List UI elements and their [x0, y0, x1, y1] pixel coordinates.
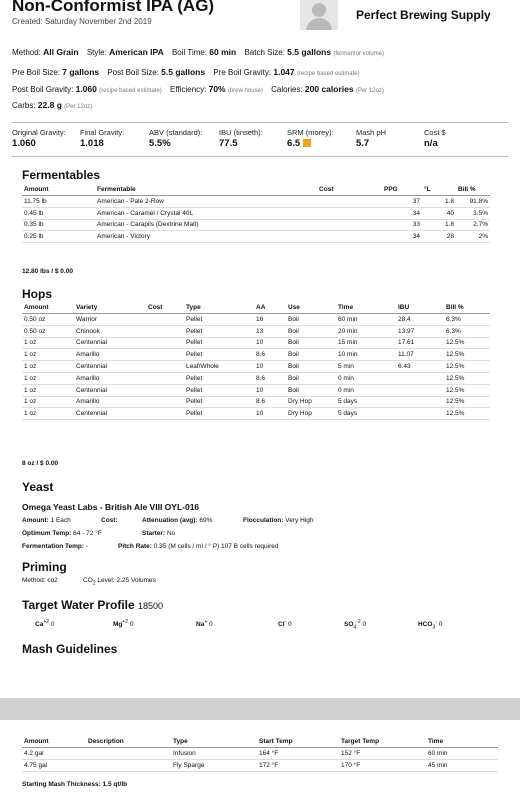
- table-cell: 10: [254, 361, 286, 373]
- fermentables-table: [22, 184, 490, 243]
- table-cell: 1 oz: [22, 372, 74, 384]
- yeast-starter: Starter: No: [142, 530, 176, 537]
- table-cell: 8.6: [254, 396, 286, 408]
- col-lovibond: °L: [422, 184, 456, 196]
- priming-title: Priming: [22, 560, 67, 574]
- table-cell: 20 min: [336, 325, 396, 337]
- mash-guidelines-title: Mash Guidelines: [22, 642, 118, 656]
- col-variety: Variety: [74, 302, 146, 314]
- table-cell: 12.5%: [444, 361, 490, 373]
- divider: [12, 122, 508, 123]
- water-profile-title: Target Water Profile 18500: [22, 598, 164, 612]
- table-cell: Dry Hop: [286, 408, 336, 420]
- meta-line-2: Pre Boil Size: 7 gallons Post Boil Size: 5.5 gallons Pre Boil Gravity: 1.047 (recipe based estimate): [12, 67, 360, 77]
- table-cell: Pellet: [184, 325, 254, 337]
- yeast-ferm-temp: Fermentation Temp: -: [22, 543, 88, 550]
- col-target-temp: Target Temp: [339, 736, 426, 748]
- yeast-pitch-rate: Pitch Rate: 0.35 (M cells / ml / ° P) 107 B cells required: [118, 543, 279, 550]
- priming-method: Method: co2: [22, 577, 58, 584]
- yeast-flocculation: Flocculation: Very High: [243, 517, 314, 524]
- stat-srm: SRM (morey): 6.5: [287, 128, 334, 149]
- water-na: Na+ 0: [196, 619, 213, 629]
- table-cell: [396, 408, 444, 420]
- table-cell: Leaf/Whole: [184, 361, 254, 373]
- table-cell: [396, 384, 444, 396]
- table-cell: Warrior: [74, 314, 146, 326]
- table-cell: 1 oz: [22, 349, 74, 361]
- table-cell: 16: [254, 314, 286, 326]
- col-start-temp: Start Temp: [257, 736, 339, 748]
- col-amount: Amount: [22, 302, 74, 314]
- table-cell: 2%: [456, 231, 490, 243]
- table-cell: [146, 325, 184, 337]
- mash-thickness: Starting Mash Thickness: 1.5 qt/lb: [22, 781, 128, 788]
- table-row: [22, 325, 490, 337]
- table-row: [22, 384, 490, 396]
- table-cell: Pellet: [184, 384, 254, 396]
- table-cell: 0.50 oz: [22, 325, 74, 337]
- table-cell: 10 min: [336, 349, 396, 361]
- avatar: [300, 0, 338, 30]
- table-cell: 15 min: [336, 337, 396, 349]
- table-cell: 5 min: [336, 361, 396, 373]
- mash-table: [22, 736, 498, 772]
- table-cell: 152 °F: [339, 748, 426, 760]
- table-cell: Amarillo: [74, 349, 146, 361]
- table-cell: [146, 361, 184, 373]
- table-cell: 8.6: [254, 372, 286, 384]
- fermentables-title: Fermentables: [22, 168, 101, 182]
- table-cell: 3.5%: [456, 207, 490, 219]
- table-cell: American - Carapils (Dextrine Malt): [95, 219, 317, 231]
- meta-line-3: Post Boil Gravity: 1.060 (recipe based estimate) Efficiency: 70% (brew house) Calories: 200 calories (Per 12oz): [12, 84, 384, 94]
- col-description: Description: [86, 736, 171, 748]
- table-cell: Pellet: [184, 314, 254, 326]
- table-cell: Pellet: [184, 408, 254, 420]
- table-cell: 5 days: [336, 396, 396, 408]
- yeast-name: Omega Yeast Labs - British Ale VIII OYL-016: [22, 502, 200, 512]
- stat-ibu: IBU (tinseth): 77.5: [219, 128, 263, 149]
- table-cell: 12.5%: [444, 337, 490, 349]
- table-cell: [317, 207, 382, 219]
- table-cell: 45 min: [426, 759, 498, 771]
- table-cell: [396, 372, 444, 384]
- table-cell: 11.75 lb: [22, 196, 95, 208]
- table-cell: Pellet: [184, 396, 254, 408]
- table-row: [22, 349, 490, 361]
- table-cell: [86, 759, 171, 771]
- table-cell: 0 min: [336, 372, 396, 384]
- table-cell: [146, 396, 184, 408]
- yeast-optimum-temp: Optimum Temp: 64 - 72 °F: [22, 530, 102, 537]
- table-row: [22, 207, 490, 219]
- table-cell: Centennial: [74, 408, 146, 420]
- table-cell: Centennial: [74, 384, 146, 396]
- table-cell: 2.7%: [456, 219, 490, 231]
- table-row: [22, 219, 490, 231]
- table-cell: 12.5%: [444, 396, 490, 408]
- table-cell: 1.8: [422, 219, 456, 231]
- col-cost: Cost: [146, 302, 184, 314]
- table-cell: 12.5%: [444, 408, 490, 420]
- table-cell: 0.25 lb: [22, 231, 95, 243]
- table-cell: Pellet: [184, 349, 254, 361]
- col-time: Time: [426, 736, 498, 748]
- table-cell: Boil: [286, 325, 336, 337]
- col-type: Type: [184, 302, 254, 314]
- col-ppg: PPG: [382, 184, 422, 196]
- col-use: Use: [286, 302, 336, 314]
- table-cell: 10: [254, 408, 286, 420]
- table-cell: [317, 231, 382, 243]
- divider: [12, 156, 508, 157]
- table-cell: 4.75 gal: [22, 759, 86, 771]
- table-cell: 6.43: [396, 361, 444, 373]
- table-cell: [146, 408, 184, 420]
- table-cell: Pellet: [184, 337, 254, 349]
- table-cell: Boil: [286, 337, 336, 349]
- table-row: [22, 361, 490, 373]
- table-cell: Boil: [286, 372, 336, 384]
- priming-co2-level: $CO_2$ Level: 2.25 Volumes: [83, 577, 156, 587]
- table-cell: 34: [382, 207, 422, 219]
- table-cell: 28: [422, 231, 456, 243]
- table-cell: 1 oz: [22, 361, 74, 373]
- table-cell: Centennial: [74, 337, 146, 349]
- stat-fg: Final Gravity: 1.018: [80, 128, 125, 149]
- table-cell: 1 oz: [22, 396, 74, 408]
- table-header-row: [22, 302, 490, 314]
- table-row: [22, 759, 498, 771]
- table-cell: 13.97: [396, 325, 444, 337]
- brand-name: Perfect Brewing Supply: [356, 8, 491, 22]
- table-cell: American - Caramel / Crystal 40L: [95, 207, 317, 219]
- table-cell: 4.2 gal: [22, 748, 86, 760]
- hops-table: [22, 302, 490, 420]
- table-cell: Boil: [286, 314, 336, 326]
- table-cell: 164 °F: [257, 748, 339, 760]
- fermentables-total: 12.80 lbs / $ 0.00: [22, 268, 73, 275]
- table-cell: [317, 219, 382, 231]
- table-cell: 34: [382, 231, 422, 243]
- table-cell: 1 oz: [22, 408, 74, 420]
- hops-total: 8 oz / $ 0.00: [22, 460, 59, 467]
- col-time: Time: [336, 302, 396, 314]
- table-cell: Infusion: [171, 748, 257, 760]
- hops-title: Hops: [22, 287, 52, 301]
- stat-mash-ph: Mash pH 5.7: [356, 128, 387, 149]
- table-cell: 0.50 oz: [22, 314, 74, 326]
- col-bill: Bill %: [444, 302, 490, 314]
- table-cell: 17.61: [396, 337, 444, 349]
- recipe-page-2: [0, 720, 520, 800]
- table-header-row: [22, 184, 490, 196]
- table-cell: 0 min: [336, 384, 396, 396]
- table-cell: 8.6: [254, 349, 286, 361]
- stat-abv: ABV (standard): 5.5%: [149, 128, 203, 149]
- table-row: [22, 408, 490, 420]
- table-cell: [146, 337, 184, 349]
- yeast-attenuation: Attenuation (avg): 69%: [142, 517, 213, 524]
- water-ca: $Ca^{+2}$ 0: [35, 619, 55, 629]
- yeast-title: Yeast: [22, 480, 54, 494]
- col-fermentable: Fermentable: [95, 184, 317, 196]
- table-cell: 0.35 lb: [22, 219, 95, 231]
- water-hco3: $HCO_3^-$ 0: [418, 619, 443, 631]
- table-cell: 10: [254, 337, 286, 349]
- col-bill: Bill %: [456, 184, 490, 196]
- table-cell: Amarillo: [74, 396, 146, 408]
- col-cost: Cost: [317, 184, 382, 196]
- table-cell: 12.5%: [444, 372, 490, 384]
- table-cell: 60 min: [426, 748, 498, 760]
- table-cell: Boil: [286, 349, 336, 361]
- table-row: [22, 337, 490, 349]
- table-cell: 12.5%: [444, 384, 490, 396]
- yeast-cost: Cost:: [101, 517, 118, 524]
- table-cell: 1.8: [422, 196, 456, 208]
- col-ibu: IBU: [396, 302, 444, 314]
- table-cell: 12.5%: [444, 349, 490, 361]
- table-cell: [317, 196, 382, 208]
- table-cell: Boil: [286, 361, 336, 373]
- table-cell: 91.8%: [456, 196, 490, 208]
- table-cell: [86, 748, 171, 760]
- table-cell: [146, 372, 184, 384]
- table-cell: Amarillo: [74, 372, 146, 384]
- col-amount: Amount: [22, 184, 95, 196]
- table-row: [22, 196, 490, 208]
- table-cell: Dry Hop: [286, 396, 336, 408]
- table-row: [22, 372, 490, 384]
- table-cell: 6.3%: [444, 325, 490, 337]
- table-cell: [146, 349, 184, 361]
- col-aa: AA: [254, 302, 286, 314]
- table-row: [22, 748, 498, 760]
- table-cell: 1 oz: [22, 337, 74, 349]
- meta-line-4: Carbs: 22.8 g (Per 12oz): [12, 100, 93, 110]
- table-cell: 40: [422, 207, 456, 219]
- table-cell: Pellet: [184, 372, 254, 384]
- recipe-title: Non-Conformist IPA (AG): [12, 0, 215, 15]
- table-cell: 170 °F: [339, 759, 426, 771]
- meta-line-1: Method: All Grain Style: American IPA Boil Time: 60 min Batch Size: 5.5 gallons (fermentor volume): [12, 47, 385, 57]
- table-cell: 33: [382, 219, 422, 231]
- table-cell: 0.45 lb: [22, 207, 95, 219]
- stat-og: Original Gravity: 1.060: [12, 128, 66, 149]
- table-cell: Boil: [286, 384, 336, 396]
- page-break: [0, 698, 520, 720]
- table-cell: [146, 314, 184, 326]
- table-cell: 60 min: [336, 314, 396, 326]
- table-row: [22, 314, 490, 326]
- table-cell: 172 °F: [257, 759, 339, 771]
- yeast-amount: Amount: 1 Each: [22, 517, 71, 524]
- avatar-body-icon: [306, 18, 332, 30]
- srm-color-swatch: [303, 139, 311, 147]
- created-date: Created: Saturday November 2nd 2019: [12, 17, 152, 26]
- water-cl: Cl- 0: [278, 619, 292, 629]
- table-row: [22, 231, 490, 243]
- water-so4: $SO_4^{-2}$ 0: [344, 619, 367, 631]
- water-mg: $Mg^{+2}$ 0: [113, 619, 134, 629]
- table-cell: 37: [382, 196, 422, 208]
- table-cell: Centennial: [74, 361, 146, 373]
- table-cell: 13: [254, 325, 286, 337]
- table-cell: 6.3%: [444, 314, 490, 326]
- table-cell: 10: [254, 384, 286, 396]
- table-cell: [396, 396, 444, 408]
- table-cell: Chinook: [74, 325, 146, 337]
- table-cell: [146, 384, 184, 396]
- table-row: [22, 396, 490, 408]
- table-cell: American - Pale 2-Row: [95, 196, 317, 208]
- col-type: Type: [171, 736, 257, 748]
- stat-cost: Cost $ n/a: [424, 128, 446, 149]
- table-cell: American - Victory: [95, 231, 317, 243]
- table-header-row: [22, 736, 498, 748]
- table-cell: 28.4: [396, 314, 444, 326]
- table-cell: 11.07: [396, 349, 444, 361]
- table-cell: Fly Sparge: [171, 759, 257, 771]
- col-amount: Amount: [22, 736, 86, 748]
- table-cell: 1 oz: [22, 384, 74, 396]
- avatar-head-icon: [312, 3, 326, 17]
- table-cell: 5 days: [336, 408, 396, 420]
